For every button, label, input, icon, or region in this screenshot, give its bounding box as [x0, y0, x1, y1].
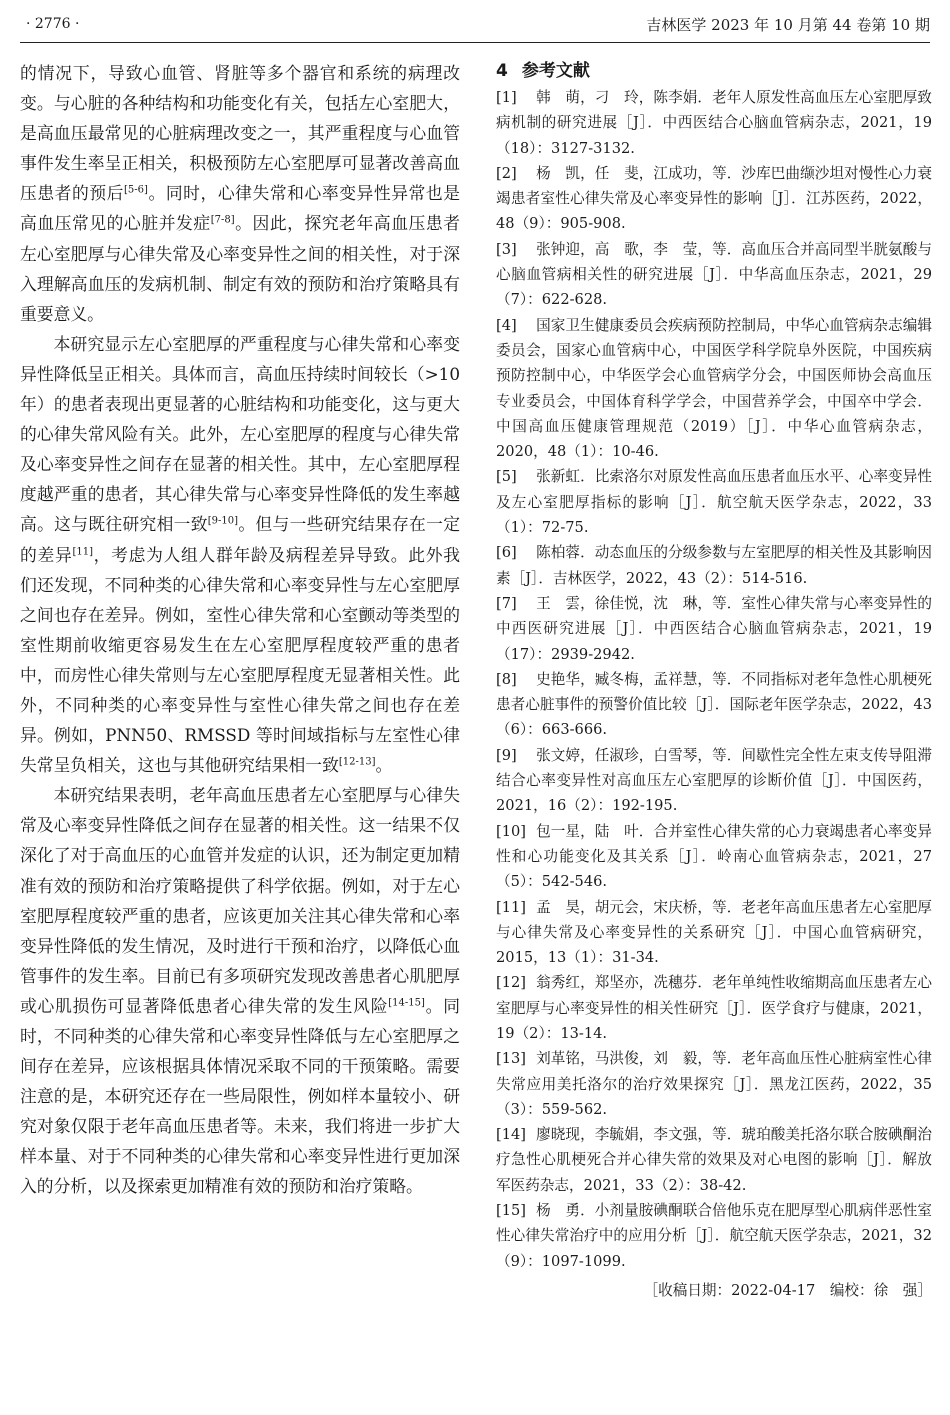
reference-text: 韩 萌，刁 玲，陈李娟．老年人原发性高血压左心室肥厚致病机制的研究进展［J］．中西医结合心脑血管病杂志，2021，19（18）：3127-3132.	[496, 89, 932, 157]
reference-text: 刘革铭，马洪俊，刘 毅，等．老年高血压性心脏病室性心律失常应用美托洛尔的治疗效果探究［J］．黑龙江医药，2022，35（3）：559-562.	[496, 1050, 932, 1118]
reference-text: 张文婷，任淑珍，白雪琴，等．间歇性完全性左束支传导阻滞结合心率变异性对高血压左心室肥厚的诊断价值［J］．中国医药，2021，16（2）：192-195.	[496, 746, 932, 815]
reference-item	[496, 1198, 932, 1274]
paragraph-text: 的情况下，导致心血管、肾脏等多个器官和系统的病理改变。与心脏的各种结构和功能变化有关，包括左心室肥大，是高血压最常见的心脏病理改变之一，其严重程度与心血管事件发生率呈正相关，积极预防左心室肥厚可显著改善高血压患者的预后	[20, 63, 460, 204]
reference-text: 国家卫生健康委员会疾病预防控制局，中华心血管病杂志编辑委员会，国家心血管病中心，中国医学科学院阜外医院，中国疾病预防控制中心，中华医学会心血管病学分会，中国医师协会高血压专业委员会，中国体育科学学会，中国营养学会，中国卒中学会．中国高血压健康管理规范（2019）［J］．中华心血管病杂志，2020，48（1）：10-46.	[496, 316, 932, 461]
reference-item	[496, 1122, 932, 1198]
paragraph-text: 。同时，心律失常和心率变异性异常也是高血压常见的心脏并发症	[20, 183, 460, 234]
reference-text: 陈柏蓉．动态血压的分级参数与左室肥厚的相关性及其影响因素［J］．吉林医学，2022，43（2）：514-516.	[496, 544, 932, 587]
header-rule	[20, 42, 930, 43]
paragraph-3	[20, 780, 460, 1201]
reference-item	[496, 895, 932, 971]
paragraph-text: 。同时，不同种类的心律失常和心率变异性降低与左心室肥厚之间存在差异，应该根据具体情况采取不同的干预策略。需要注意的是，本研究还存在一些局限性，例如样本量较小、研究对象仅限于老年高血压患者等。未来，我们将进一步扩大样本量、对于不同种类的心律失常和心率变异性进行更加深入的分析，以及探索更加精准有效的预防和治疗策略。	[20, 995, 460, 1197]
citation: [11]	[72, 545, 93, 557]
reference-text: 张新虹．比索洛尔对原发性高血压患者血压水平、心率变异性及左心室肥厚指标的影响［J］．航空航天医学杂志，2022，33（1）：72-75.	[496, 468, 932, 537]
references-column	[496, 58, 932, 1303]
left-column	[20, 58, 460, 1202]
reference-item	[496, 667, 932, 743]
reference-text: 史艳华，臧冬梅，孟祥慧，等．不同指标对老年急性心肌梗死患者心脏事件的预警价值比较［J］．国际老年医学杂志，2022，43（6）：663-666.	[496, 670, 932, 739]
reference-number: [9]	[496, 746, 517, 764]
paragraph-text: ，考虑为人组人群年龄及病程差异导致。此外我们还发现，不同种类的心律失常和心率变异性与左心室肥厚之间也存在差异。例如，室性心律失常和心室颤动等类型的室性期前收缩更容易发生在左心室肥厚程度较严重的患者中，而房性心律失常则与左心室肥厚程度无显著相关性。此外，不同种类的心率变异性与室性心律失常之间也存在差异。例如，PNN50、RMSSD 等时间域指标与左室性心律失常呈负相关，这也与其他研究结果相一致	[20, 544, 460, 776]
reference-number: [6]	[496, 544, 517, 562]
citation: [14-15]	[388, 997, 425, 1009]
reference-item	[496, 313, 932, 465]
reference-item	[496, 743, 932, 819]
reference-item	[496, 237, 932, 313]
reference-number: [5]	[496, 468, 517, 486]
reference-item	[496, 161, 932, 237]
reference-number: [1]	[496, 89, 517, 106]
reference-item	[496, 819, 932, 895]
paragraph-text: 。但与一些研究结果存在一定的差异	[20, 514, 460, 565]
reference-item	[496, 970, 932, 1046]
paragraph-text: 。	[375, 755, 393, 776]
reference-number: [8]	[496, 670, 517, 688]
reference-list	[496, 85, 932, 1274]
page-number: · 2776 ·	[26, 16, 80, 32]
section-title: 参考文献	[521, 61, 590, 81]
reference-number: [10]	[496, 822, 526, 840]
journal-issue: 吉林医学 2023 年 10 月第 44 卷第 10 期	[646, 16, 930, 34]
reference-text: 翁秀红，郑坚亦，冼穗芬．老年单纯性收缩期高血压患者左心室肥厚与心率变异性的相关性研究［J］．医学食疗与健康，2021，19（2）：13-14.	[496, 974, 932, 1042]
reference-number: [7]	[496, 594, 517, 612]
paragraph-text: 本研究结果表明，老年高血压患者左心室肥厚与心律失常及心率变异性降低之间存在显著的相关性。这一结果不仅深化了对于高血压的心血管并发症的认识，还为制定更加精准有效的预防和治疗策略提供了科学依据。例如，对于左心室肥厚程度较严重的患者，应该更加关注其心律失常和心率变异性降低的发生情况，及时进行干预和治疗，以降低心血管事件的发生率。目前已有多项研究发现改善患者心肌肥厚或心肌损伤可显著降低患者心律失常的发生风险	[20, 785, 460, 1016]
reference-text: 孟 昊，胡元会，宋庆桥，等．老老年高血压患者左心室肥厚与心律失常及心率变异性的关系研究［J］．中国心血管病研究，2015，13（1）：31-34.	[496, 898, 932, 967]
citation: [7-8]	[210, 214, 235, 226]
reference-number: [2]	[496, 164, 517, 182]
reference-number: [13]	[496, 1050, 526, 1068]
reference-number: [12]	[496, 974, 526, 992]
citation: [9-10]	[207, 515, 239, 527]
paragraph-text: 。因此，探究老年高血压患者左心室肥厚与心律失常及心率变异性之间的相关性，对于深入理解高血压的发病机制、制定有效的预防和治疗策略具有重要意义。	[20, 213, 460, 324]
citation: [5-6]	[124, 184, 148, 196]
reference-item	[496, 540, 932, 591]
reference-number: [15]	[496, 1202, 526, 1220]
reference-number: [14]	[496, 1126, 526, 1144]
paragraph-1	[20, 58, 460, 329]
reference-text: 包一星，陆 叶．合并室性心律失常的心力衰竭患者心率变异性和心功能变化及其关系［J］．岭南心血管病杂志，2021，27（5）：542-546.	[496, 822, 932, 891]
reference-text: 张钟迎，高 歌，李 莹，等．高血压合并高同型半胱氨酸与心脑血管病相关性的研究进展［J］．中华高血压杂志，2021，29（7）：622-628.	[496, 240, 932, 309]
reference-text: 廖晓现，李毓娟，李文强，等．琥珀酸美托洛尔联合胺碘酮治疗急性心肌梗死合并心律失常的效果及对心电图的影响［J］．解放军医药杂志，2021，33（2）：38-42.	[496, 1126, 932, 1194]
reference-item	[496, 85, 932, 161]
received-date: ［收稿日期：2022-04-17 编校：徐 强］	[643, 1281, 932, 1299]
paragraph-text: 本研究显示左心室肥厚的严重程度与心律失常和心率变异性降低呈正相关。具体而言，高血压持续时间较长（>10 年）的患者表现出更显著的心脏结构和功能变化，这与更大的心律失常风险有关。此外，左心室肥厚的程度与心律失常及心率变异性之间存在显著的相关性。其中，左心室肥厚程度越严重的患者，其心律失常与心率变异性降低的发生率越高。这与既往研究相一致	[20, 333, 460, 535]
reference-text: 王 雲，徐佳悦，沈 琳，等．室性心律失常与心率变异性的中西医研究进展［J］．中西医结合心脑血管病杂志，2021，19（17）：2939-2942.	[496, 594, 932, 663]
reference-text: 杨 凯，任 斐，江成功，等．沙库巴曲缬沙坦对慢性心力衰竭患者室性心律失常及心率变异性的影响［J］．江苏医药，2022，48（9）：905-908.	[496, 164, 932, 233]
reference-item	[496, 464, 932, 540]
reference-number: [3]	[496, 240, 517, 258]
reference-number: [11]	[496, 898, 526, 916]
running-header	[20, 10, 930, 42]
reference-item	[496, 591, 932, 667]
reference-number: [4]	[496, 316, 517, 334]
section-heading	[496, 58, 932, 84]
citation: [12-13]	[338, 756, 376, 768]
section-number: 4	[496, 61, 508, 81]
paragraph-2	[20, 329, 460, 780]
reference-text: 杨 勇．小剂量胺碘酮联合倍他乐克在肥厚型心肌病伴恶性室性心律失常治疗中的应用分析［J］．航空航天医学杂志，2021，32（9）：1097-1099.	[496, 1202, 932, 1270]
reference-item	[496, 1046, 932, 1122]
